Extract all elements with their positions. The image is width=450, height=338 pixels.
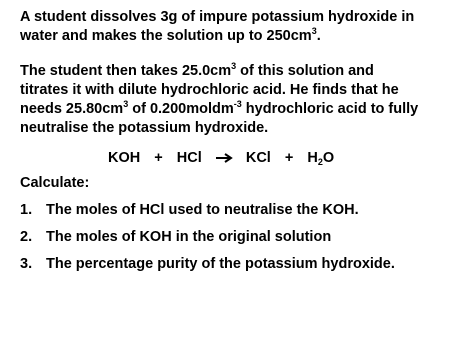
text-fragment: needs 25.80cm — [20, 101, 124, 117]
calculate-heading: Calculate: — [20, 175, 90, 191]
right-arrow-icon — [215, 149, 233, 168]
question-text: The moles of HCl used to neutralise the KOH. — [46, 202, 359, 218]
paragraph-2-line-1 — [20, 62, 418, 81]
text-fragment: The student then takes 25.0cm — [20, 63, 232, 79]
superscript: 3 — [123, 99, 129, 109]
paragraph-1 — [20, 8, 414, 46]
question-item-2 — [20, 228, 331, 247]
text-fragment: water and makes the solution up to 250cm — [20, 28, 312, 44]
question-item-3 — [20, 255, 395, 274]
superscript: -3 — [233, 99, 242, 109]
subscript: 2 — [317, 157, 323, 167]
paragraph-2-line-2: titrates it with dilute hydrochloric acid. He finds that he — [20, 82, 399, 98]
question-number: 2. — [20, 229, 33, 245]
equation-products — [246, 150, 334, 166]
paragraph-1-line-1: A student dissolves 3g of impure potassium hydroxide in — [20, 9, 415, 25]
paragraph-2-line-4: neutralise the potassium hydroxide. — [20, 120, 269, 136]
paragraph-2 — [20, 62, 418, 138]
chemical-equation — [108, 149, 334, 168]
question-text: The percentage purity of the potassium hydroxide. — [46, 256, 395, 272]
question-number: 3. — [20, 256, 33, 272]
question-number: 1. — [20, 202, 33, 218]
text-fragment: of 0.200moldm — [128, 101, 234, 117]
question-item-1 — [20, 201, 359, 220]
equation-reactants: KOH + HCl — [108, 150, 202, 166]
text-fragment: O — [322, 150, 335, 166]
superscript: 3 — [311, 26, 317, 36]
text-fragment: KCl + H — [245, 150, 318, 166]
text-fragment: . — [316, 28, 321, 44]
text-fragment: of this solution and — [236, 63, 374, 79]
paragraph-2-line-3 — [20, 100, 418, 119]
superscript: 3 — [231, 61, 237, 71]
text-fragment: hydrochloric acid to fully — [241, 101, 419, 117]
paragraph-1-line-2 — [20, 27, 414, 46]
question-text: The moles of KOH in the original solution — [46, 229, 332, 245]
